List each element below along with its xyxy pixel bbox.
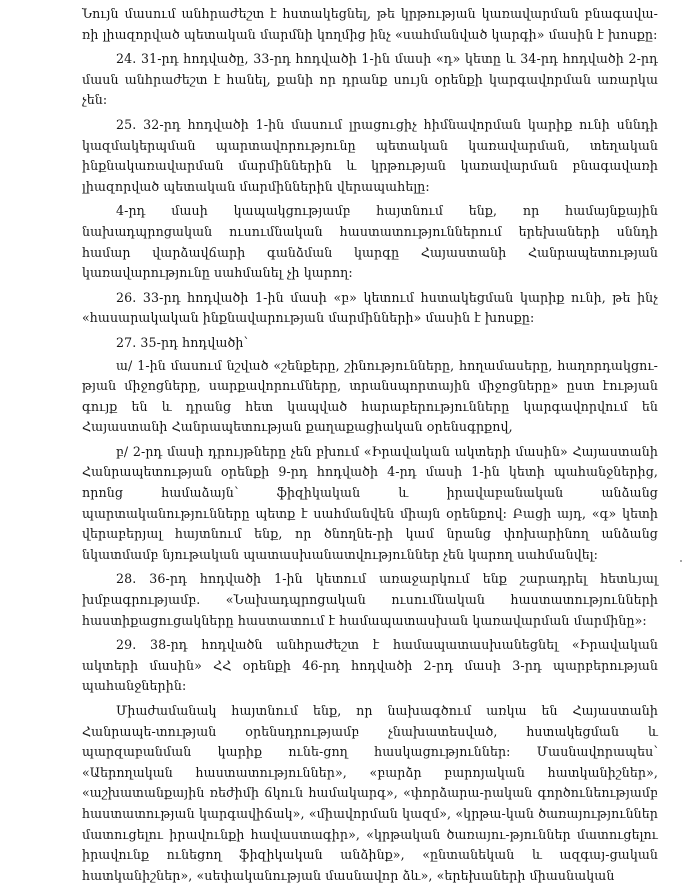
paragraph-item-26: 26. 33-րդ հոդվածի 1-ին մասի «բ» կետում հստակեցման կարիք ունի, թե ինչ «հասարակական ինքնավարության մարմինների» մասին է խոսքը:: [82, 289, 658, 326]
paragraph-intro-clarification: Նույն մասում անհրաժեշտ է հստակեցնել, թե կրթության կառավարման բնագավա-ռի լիազորված պետական մարմնի կողմից ինչ «սահմանված կարգի» մասին է խոսքը:: [82, 6, 658, 42]
paragraph-item-27-b: բ/ 2-րդ մասի դրույթները չեն բխում «Իրավական ակտերի մասին» Հայաստանի Հանրապետության օրենքի 9-րդ հոդվածի 4-րդ մասի 1-ին կետի պահանջներից, որոնց համաձայն՝ ֆիզիկական և իրավաբանական անձանց պարտականությունները պետք է սահմանվեն միայն օրենքով: Բացի այդ, «գ» կետի վերաբերյալ հայտնում ենք, որ ծնողնե-րի կամ նրանց փոխարինող անձանց նկատմամբ նյութական պատասխանատվություններ չեն կարող սահմանվել:: [82, 443, 658, 562]
paragraph-item-27-heading: 27. 35-րդ հոդվածի՝: [116, 334, 249, 350]
paragraph-item-25-part4: 4-րդ մասի կապակցությամբ հայտնում ենք, որ համայնքային նախադպրոցական ուսումնական հաստատություններում երեխաների սննդի համար վարձավճարի գանձման կարգը Հայաստանի Հանրապետության կառավարությունը սահմանել չի կարող:: [82, 203, 658, 281]
paragraph-item-25: 25. 32-րդ հոդվածի 1-ին մասում լրացուցիչ հիմնավորման կարիք ունի սննդի կազմակերպման պարտավորությունը պետական կառավարման, տեղական ինքնակառավարման մարմիններին և կրթության կառավարման բնագավառի լիազորված պետական մարմիններին վերապահելը:: [82, 116, 658, 194]
paragraph-item-27-a: ա/ 1-ին մասում նշված «շենքերը, շինությունները, հողամասերը, հաղորդակցու-թյան միջոցները, սարքավորումները, տրանսպորտային միջոցները» ըստ էության գույք են և դրանց հետ կապված հարաբերությունները կարգավորվում են Հայաստանի Հանրապետության քաղաքացիական օրենսգրքով,: [82, 357, 658, 435]
scan-speck: [680, 560, 682, 562]
paragraph-terms-note: Միաժամանակ հայտնում ենք, որ նախագծում առկա են Հայաստանի Հանրապե-տության օրենսդրությամբ չնախատեսված, հստակեցման և պարզաբանման կարիք ունե-ցող հասկացություններ: Մասնավորապես՝ «Աերողական հաստատություններ», «բարձր բարոյական հատկանիշներ», «աշխատանքային ռեժիմի ճկուն համակարգ», «փորձարա-րական գործունեությամբ հաստատության կարգավիճակ», «միավորման կազմ», «կրթա-կան ծառայություններ մատուցելու իրավունքի հավաստագիր», «կրթական ծառայու-թյուններ մատուցելու իրավունք ունեցող ֆիզիկական անձինք», «ընտանեկան և ազգայ-ցական հատկանիշներ», «սեփականության մասնավոր ձև», «երեխաների միասնական: [82, 703, 658, 883]
document-page: [82, 4, 658, 890]
paragraph-item-24: 24. 31-րդ հոդվածը, 33-րդ հոդվածի 1-ին մասի «դ» կետը և 34-րդ հոդվածի 2-րդ մասն անհրաժեշտ է հանել, քանի որ դրանք սույն օրենքի կարգավորման առարկա չեն:: [82, 51, 658, 108]
paragraph-item-28: 28. 36-րդ հոդվածի 1-ին կետում առաջարկում ենք շարադրել հետևյալ խմբագրությամբ. «Նախադպրոցական ուսումնական հաստատությունների հաստիքացուցակները հաստատում է համապատասխան կառավարման մարմինը»:: [82, 571, 658, 628]
paragraph-item-29: 29. 38-րդ հոդվածն անհրաժեշտ է համապատասխանեցնել «Իրավական ակտերի մասին» ՀՀ օրենքի 46-րդ հոդվածի 2-րդ մասի 3-րդ պարբերության պահանջներին:: [82, 637, 658, 694]
